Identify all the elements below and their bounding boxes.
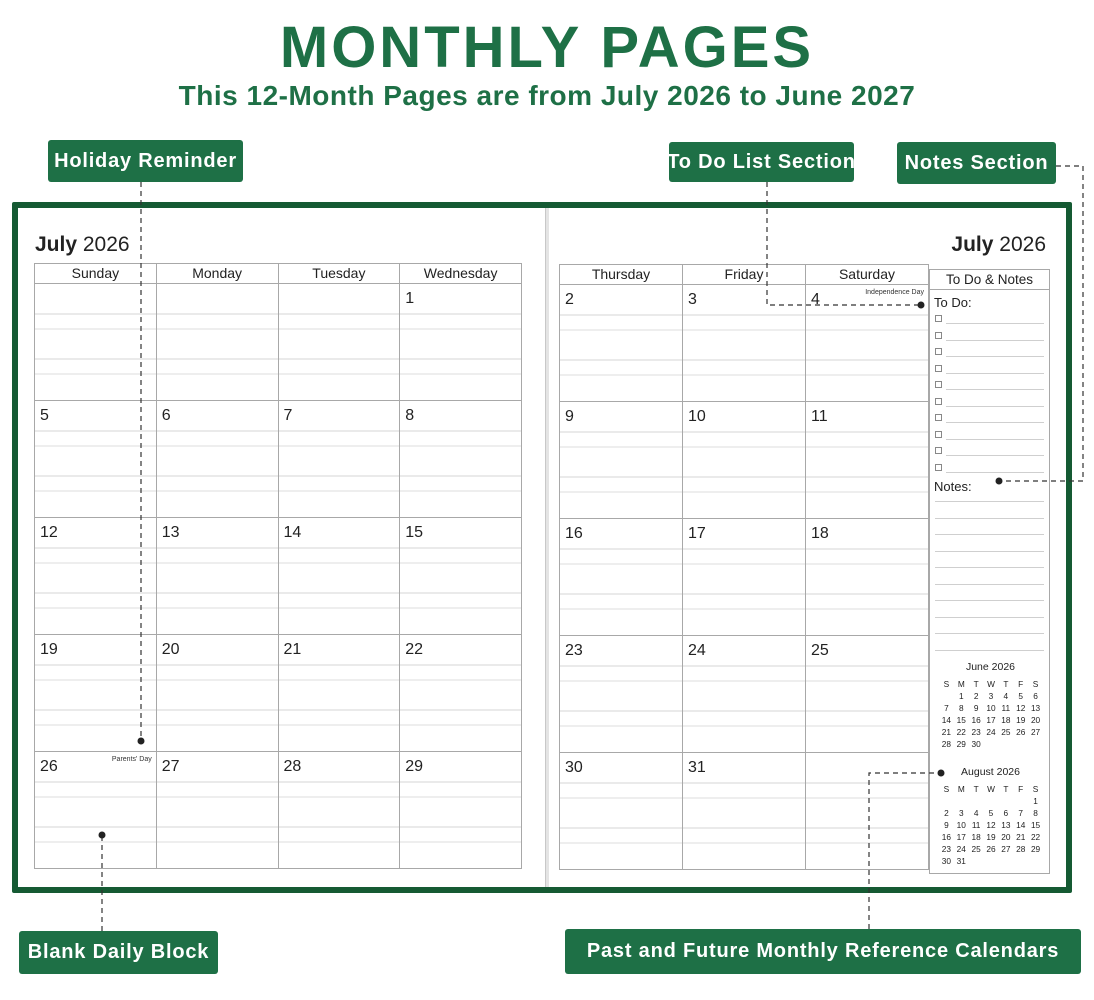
day-number: 3 — [688, 291, 697, 308]
mini-day: 23 — [941, 844, 952, 854]
todo-line — [946, 406, 1044, 407]
day-cell[interactable] — [35, 752, 157, 869]
day-cell[interactable] — [806, 519, 929, 636]
todo-checkbox[interactable] — [935, 365, 942, 372]
holiday-label: Independence Day — [865, 289, 924, 296]
notes-line[interactable] — [935, 518, 1044, 519]
notes-label: Notes: — [934, 479, 972, 494]
day-number: 20 — [161, 641, 180, 658]
day-number: 13 — [161, 524, 180, 541]
day-number: 24 — [688, 642, 706, 659]
day-cell[interactable] — [278, 401, 400, 518]
todo-line — [946, 422, 1044, 423]
day-cell[interactable] — [35, 401, 157, 518]
todo-line — [946, 356, 1044, 357]
day-cell[interactable] — [400, 401, 522, 518]
notes-line[interactable] — [935, 534, 1044, 535]
left-month-title — [35, 233, 130, 257]
day-number: 1 — [405, 290, 415, 307]
mini-day: 27 — [1030, 727, 1041, 737]
mini-day — [954, 796, 969, 807]
mini-day: 13 — [1001, 820, 1011, 830]
day-number: 19 — [40, 641, 58, 658]
weekday-header: Friday — [683, 265, 806, 285]
mini-day: 11 — [971, 820, 981, 830]
day-number: 31 — [688, 759, 706, 776]
weekday-header: Sunday — [35, 264, 157, 284]
mini-day: 28 — [1016, 844, 1026, 854]
day-cell[interactable] — [560, 402, 683, 519]
day-number: 30 — [565, 759, 583, 776]
day-number: 6 — [161, 407, 171, 424]
mini-day — [939, 796, 954, 807]
day-number: 11 — [811, 408, 828, 425]
day-cell[interactable] — [400, 635, 522, 752]
mini-day: 15 — [1030, 820, 1041, 830]
mini-day: 30 — [941, 856, 952, 866]
mini-day — [998, 796, 1013, 807]
week-row — [560, 519, 929, 636]
day-cell[interactable] — [683, 285, 806, 402]
right-month-year: 2026 — [999, 233, 1046, 256]
mini-day: 3 — [988, 691, 994, 701]
mini-day: 31 — [956, 856, 966, 866]
todo-checkbox[interactable] — [935, 315, 942, 322]
holiday-label: Parents' Day — [111, 756, 152, 763]
mini-weekday-letter: S — [943, 679, 950, 689]
day-number: 14 — [283, 524, 302, 541]
todo-checkbox[interactable] — [935, 381, 942, 388]
weekday-header: Wednesday — [400, 264, 522, 284]
todo-label: To Do: — [934, 295, 972, 310]
day-number: 21 — [283, 641, 302, 658]
book-spine — [545, 208, 549, 887]
notes-line[interactable] — [935, 633, 1044, 634]
weekday-header: Saturday — [806, 265, 929, 285]
callout-blank-daily-block: Blank Daily Block — [19, 931, 218, 974]
day-cell[interactable] — [806, 753, 929, 870]
day-number: 23 — [565, 642, 583, 659]
mini-day — [969, 796, 984, 807]
todo-checkbox[interactable] — [935, 398, 942, 405]
day-number: 9 — [565, 408, 574, 425]
mini-day: 21 — [941, 727, 952, 737]
mini-day: 7 — [944, 703, 949, 713]
mini-day: 19 — [986, 832, 996, 842]
day-number: 10 — [688, 408, 706, 425]
day-number: 7 — [283, 407, 293, 424]
day-cell[interactable] — [400, 752, 522, 869]
mini-weekday-letter: W — [987, 679, 995, 689]
mini-weekday-letter: T — [1003, 784, 1009, 794]
mini-day: 17 — [956, 832, 966, 842]
day-cell[interactable] — [560, 636, 683, 753]
day-cell[interactable] — [156, 284, 278, 401]
day-cell[interactable] — [278, 752, 400, 869]
day-cell[interactable] — [806, 636, 929, 753]
mini-day: 18 — [1001, 715, 1011, 725]
left-month-grid — [34, 263, 522, 869]
next-month-mini-calendar — [939, 784, 1043, 867]
mini-day: 1 — [958, 691, 964, 701]
mini-day: 27 — [1001, 844, 1011, 854]
day-cell[interactable] — [35, 518, 157, 635]
callout-todo-list: To Do List Section — [669, 142, 854, 182]
todo-line — [946, 323, 1044, 324]
todo-line — [946, 340, 1044, 341]
day-cell[interactable] — [278, 635, 400, 752]
day-cell[interactable] — [278, 284, 400, 401]
day-cell[interactable] — [683, 753, 806, 870]
day-cell[interactable] — [156, 518, 278, 635]
mini-day: 6 — [1003, 808, 1009, 818]
mini-day: 3 — [958, 808, 964, 818]
mini-day: 7 — [1018, 808, 1024, 818]
mini-day — [939, 691, 954, 702]
notes-line[interactable] — [935, 600, 1044, 601]
mini-day: 1 — [1033, 796, 1038, 806]
day-cell[interactable] — [683, 636, 806, 753]
todo-notes-header: To Do & Notes — [930, 270, 1049, 290]
todo-notes-panel — [929, 269, 1050, 874]
mini-day: 30 — [971, 739, 981, 749]
mini-day: 25 — [971, 844, 981, 854]
day-number: 12 — [40, 524, 58, 541]
day-number: 4 — [811, 291, 820, 308]
right-month-name: July — [951, 233, 994, 256]
mini-weekday-letter: W — [987, 784, 995, 794]
mini-day: 10 — [956, 820, 966, 830]
mini-weekday-letter: F — [1018, 784, 1024, 794]
day-cell[interactable] — [560, 519, 683, 636]
mini-weekday-letter: S — [943, 784, 950, 794]
mini-day — [1013, 796, 1028, 807]
mini-day: 5 — [1018, 691, 1024, 701]
next-month-calendar-title: August 2026 — [961, 766, 1020, 778]
todo-checkbox[interactable] — [935, 332, 942, 339]
day-number: 16 — [565, 525, 583, 542]
mini-day: 26 — [986, 844, 996, 854]
mini-weekday-letter: T — [973, 679, 979, 689]
callout-notes-section: Notes Section — [897, 142, 1056, 184]
mini-day: 26 — [1016, 727, 1026, 737]
day-number: 5 — [40, 407, 49, 424]
mini-day: 15 — [956, 715, 966, 725]
mini-day: 18 — [971, 832, 981, 842]
day-cell[interactable] — [560, 285, 683, 402]
prev-month-mini-calendar — [939, 679, 1043, 750]
left-month-year: 2026 — [82, 233, 130, 256]
day-cell[interactable] — [683, 402, 806, 519]
week-row — [560, 753, 929, 870]
mini-day: 16 — [971, 715, 981, 725]
todo-checkbox[interactable] — [935, 447, 942, 454]
mini-day: 5 — [988, 808, 994, 818]
day-cell[interactable] — [156, 752, 278, 869]
todo-checkbox[interactable] — [935, 431, 942, 438]
week-row — [35, 401, 522, 518]
week-row — [35, 752, 522, 869]
mini-day: 12 — [1016, 703, 1026, 713]
mini-day: 9 — [944, 820, 949, 830]
week-row — [560, 636, 929, 753]
mini-weekday-letter: M — [957, 679, 965, 689]
mini-day: 29 — [956, 739, 966, 749]
todo-checkbox[interactable] — [935, 348, 942, 355]
todo-line — [946, 373, 1044, 374]
mini-day: 13 — [1030, 703, 1041, 713]
mini-day — [984, 796, 999, 807]
mini-day: 8 — [958, 703, 964, 713]
week-row — [560, 402, 929, 519]
todo-line — [946, 455, 1044, 456]
day-cell[interactable] — [400, 284, 522, 401]
mini-day: 4 — [973, 808, 979, 818]
todo-line — [946, 439, 1044, 440]
weekday-header: Tuesday — [278, 264, 400, 284]
mini-day: 2 — [944, 808, 949, 818]
day-number: 29 — [405, 758, 424, 775]
right-month-grid — [559, 264, 929, 870]
mini-day: 4 — [1003, 691, 1009, 701]
mini-day: 23 — [971, 727, 981, 737]
day-cell[interactable] — [806, 402, 929, 519]
day-number: 25 — [811, 642, 829, 659]
page-subtitle: This 12-Month Pages are from July 2026 to June 2027 — [178, 80, 916, 111]
day-number: 15 — [405, 524, 424, 541]
mini-weekday-letter: S — [1032, 679, 1039, 689]
mini-weekday-letter: T — [1003, 679, 1009, 689]
day-number: 26 — [40, 758, 58, 775]
day-number: 22 — [405, 641, 424, 658]
mini-day: 20 — [1001, 832, 1011, 842]
mini-day: 20 — [1030, 715, 1041, 725]
week-row — [35, 518, 522, 635]
day-cell[interactable] — [35, 284, 157, 401]
notes-line[interactable] — [935, 584, 1044, 585]
callout-holiday-reminder: Holiday Reminder — [48, 140, 243, 182]
callout-reference-calendars: Past and Future Monthly Reference Calendars — [565, 929, 1081, 974]
day-cell[interactable] — [683, 519, 806, 636]
mini-day: 6 — [1033, 691, 1038, 701]
mini-day: 14 — [941, 715, 952, 725]
weekday-header: Thursday — [560, 265, 683, 285]
mini-day: 29 — [1030, 844, 1041, 854]
mini-day: 10 — [986, 703, 996, 713]
mini-day: 9 — [973, 703, 979, 713]
mini-day: 22 — [956, 727, 966, 737]
day-number: 17 — [688, 525, 706, 542]
mini-day: 22 — [1030, 832, 1041, 842]
page-title: MONTHLY PAGES — [279, 15, 815, 80]
mini-weekday-letter: F — [1018, 679, 1024, 689]
mini-day: 17 — [986, 715, 996, 725]
mini-day: 24 — [956, 844, 966, 854]
mini-day: 12 — [986, 820, 996, 830]
mini-day: 8 — [1033, 808, 1038, 818]
mini-day: 11 — [1001, 703, 1011, 713]
week-row — [35, 635, 522, 752]
weekday-header: Monday — [156, 264, 278, 284]
notes-line[interactable] — [935, 650, 1044, 651]
mini-weekday-letter: S — [1032, 784, 1039, 794]
todo-checkbox[interactable] — [935, 414, 942, 421]
day-number: 2 — [565, 291, 574, 308]
day-cell[interactable] — [400, 518, 522, 635]
mini-day: 25 — [1001, 727, 1011, 737]
day-cell[interactable] — [35, 635, 157, 752]
mini-day: 28 — [941, 739, 952, 749]
prev-month-calendar-title: June 2026 — [965, 661, 1016, 673]
mini-weekday-letter: M — [957, 784, 965, 794]
notes-line[interactable] — [935, 617, 1044, 618]
mini-day: 14 — [1016, 820, 1026, 830]
day-cell[interactable] — [806, 285, 929, 402]
mini-day: 19 — [1016, 715, 1026, 725]
day-number: 8 — [405, 407, 415, 424]
mini-day: 21 — [1016, 832, 1026, 842]
day-number: 27 — [161, 758, 180, 775]
day-cell[interactable] — [156, 401, 278, 518]
notes-line[interactable] — [935, 501, 1044, 502]
mini-day: 2 — [973, 691, 979, 701]
day-cell[interactable] — [278, 518, 400, 635]
right-month-title — [951, 233, 1046, 257]
week-row — [560, 285, 929, 402]
mini-weekday-letter: T — [973, 784, 979, 794]
mini-day: 16 — [941, 832, 952, 842]
todo-line — [946, 389, 1044, 390]
day-cell[interactable] — [560, 753, 683, 870]
mini-day: 24 — [986, 727, 996, 737]
notes-line[interactable] — [935, 567, 1044, 568]
planner-book — [12, 202, 1072, 893]
left-month-name: July — [35, 233, 78, 256]
week-row — [35, 284, 522, 401]
day-number: 18 — [811, 525, 829, 542]
day-cell[interactable] — [156, 635, 278, 752]
day-number: 28 — [283, 758, 302, 775]
todo-line — [946, 472, 1044, 473]
todo-checkbox[interactable] — [935, 464, 942, 471]
notes-line[interactable] — [935, 551, 1044, 552]
